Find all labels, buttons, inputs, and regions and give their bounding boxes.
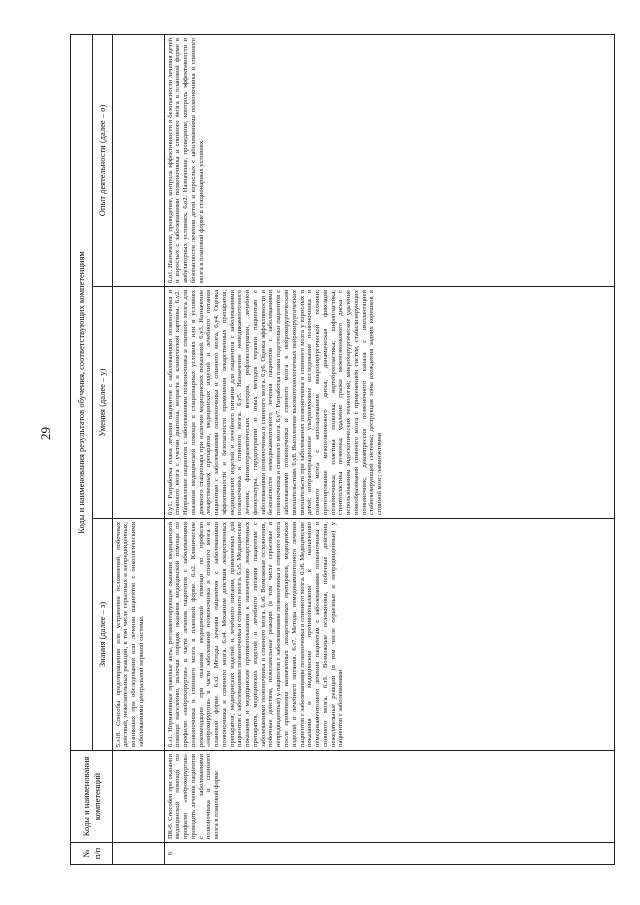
header-results-group: Коды и наименования результатов обучения, соответствующих компетенциям <box>71 34 93 750</box>
competence-table <box>70 34 615 865</box>
competence-cell: ПК-6. Способен при оказании медицинской помощи по профилю «нейрохирургия» проводить лечение пациентов с заболеваниями позвоночника и спинного мозга в плановой форме <box>165 751 615 843</box>
row-number <box>113 843 165 865</box>
table-row <box>113 34 165 864</box>
knowledge-cell: 6.з1. Нормативные правовые акты, регламентирующие оказание медицинской помощи населению, включая порядок оказания медицинской помощи по профилю «нейрохирургия» в части лечения пациентов с заболеваниями позвоночника и спинного мозга в плановой форме. 6.з2. Клинические рекомендации при оказании медицинской помощи по профилю «нейрохирургия» в части заболеваний позвоночника и спинного мозга в плановой форме. 6.з3. Методы лечения пациентов с заболеваниями позвоночника и спинного мозга. 6.з4. Механизм действия лекарственных препаратов, медицинских изделий и лечебного питания, применяемых для пациентов с заболеваниями позвоночника и спинного мозга. 6.з5. Медицинские показания и медицинские противопоказания к назначению лекарственных препаратов, медицинских изделий и лечебного питания пациентам с заболеваниями позвоночника и спинного мозга. 6.з6. Возможные осложнения, побочные действия, нежелательные реакции (в том числе серьезные и непредвиденные) у пациентов с заболеваниями позвоночника и спинного мозга после применения назначенных лекарственных препаратов, медицинских изделий и лечебного питания. 6.з7. Методы немедикаментозного лечения пациентов с заболеваниями позвоночника и спинного мозга. 6.з8. Медицинские показания и медицинские противопоказания к назначению немедикаментозного лечения пациентам с заболеваниями позвоночника и спинного мозга. 6.з9. Возможные осложнения, побочные действия, нежелательные реакции (в том числе серьезные и непредвиденные) у пациентов с заболеваниями <box>165 519 615 751</box>
competence-cell <box>113 751 165 843</box>
table-row <box>165 34 615 864</box>
knowledge-cell: 5.з18. Способы предотвращения или устранения осложнений, побочных действий, нежелательных реакций, в том числе серьезных и непредвиденных, возникших при обследовании или лечении пациентов с онкологическими заболеваниями центральной нервной системы. <box>113 519 165 751</box>
header-skills: Умения (далее – у) <box>93 287 113 519</box>
header-knowledge: Знания (далее – з) <box>93 519 113 751</box>
header-experience: Опыт деятельности (далее – о) <box>93 34 113 286</box>
row-number: 6 <box>165 843 615 865</box>
experience-cell: 6.о1. Назначение, проведение, контроль эффективности и безопасности лечения детей и взрослых с заболеваниями позвоночника и спинного мозга в плановой форме в амбулаторных условиях. 6.о2. Назначение, проведение, контроль эффективности и безопасности лечения детей и взрослых с заболеваниями позвоночника и спинного мозга в плановой форме в стационарных условиях. <box>165 34 615 286</box>
competence-table-sheet <box>70 35 615 865</box>
header-number: № п/п <box>71 843 113 865</box>
skills-cell <box>113 287 165 519</box>
experience-cell <box>113 34 165 286</box>
skills-cell: 6.у1. Разработка плана лечения пациентов с заболеваниями позвоночника и спинного мозга с учетом диагноза, возраста и клинической картины. 6.у2. Направление пациентов с заболеваниями позвоночника и спинного мозга для оказания медицинской помощи в стационарных условиях или в условиях дневного стационара при наличии медицинских показаний. 6.у3. Назначение лекарственных препаратов, медицинских изделий и лечебного питания пациентам с заболеваниями позвоночника и спинного мозга. 6.у4. Оценка эффективности и безопасности применения лекарственных препаратов, медицинских изделий и лечебного питания для пациентов с заболеваниями позвоночника и спинного мозга. 6.у5. Назначение немедикаментозного лечения: физиотерапевтических методов, рефлексотерапии, лечебной физкультуры, гирудотерапии и иных методов терапии пациентам с заболеваниями позвоночника и спинного мозга. 6.у6. Оценка эффективности и безопасности немедикаментозного лечения пациентов с заболеваниями позвоночника и спинного мозга. 6.у7. Разработка плана подготовки пациентов с заболеваниями позвоночника и спинного мозга к нейрохирургическим вмешательствам. 6.у8. Выполнение высокотехнологичных нейрохирургических вмешательств при заболеваниях позвоночника и спинного мозга у взрослых и детей: интраоперационное ультразвуковое исследование позвоночника и спинного мозга с использованием микрохирургической техники; протезирование межпозвонкового диска; динамическая фиксация позвоночника; пластика позвонка; вертебропластика; кифопластика; стентопластика позвонка; удаление грыжи межпозвонкового диска с использованием эндоскопических технологий; микрохирургическое удаление новообразований спинного мозга с применением систем, стабилизирующих позвоночник; декомпрессия позвоночного канала с имплантацией стабилизирующей системы; деструкция зоны вхождения задних корешков в спинной мозг; ламинэктомия <box>165 287 615 519</box>
page-number: 29 <box>38 427 53 440</box>
header-competence-codes: Коды и наименования компетенций <box>71 751 113 843</box>
